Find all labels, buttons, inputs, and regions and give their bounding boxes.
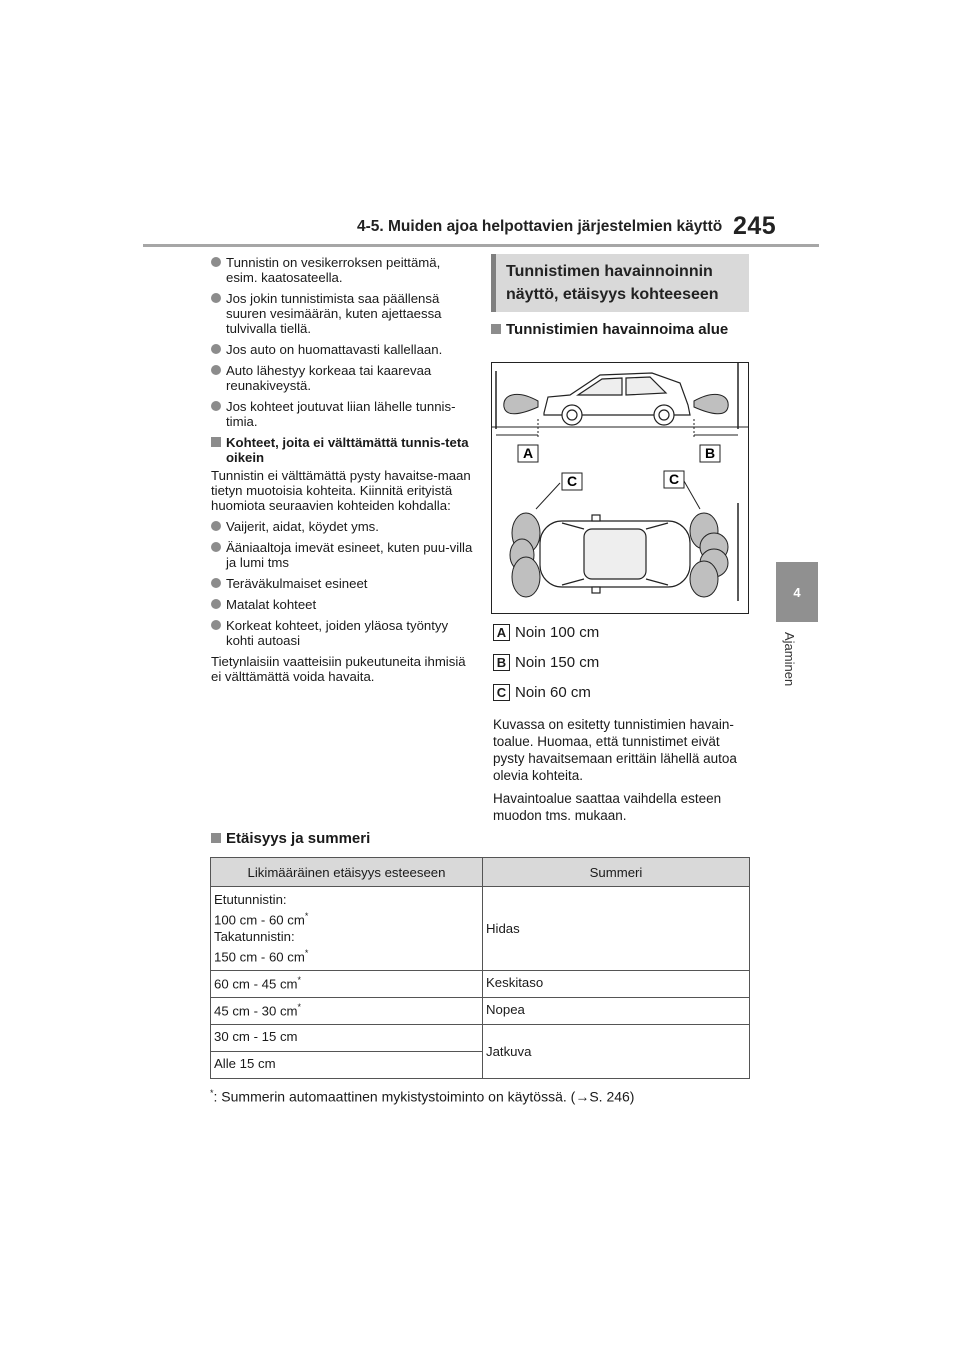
car-top-view-icon [540, 515, 690, 593]
legend-text-c: Noin 60 cm [515, 684, 591, 701]
subheading-detection-area: Tunnistimien havainnoima alue [491, 321, 728, 338]
diagram-label-a: A [522, 445, 534, 461]
table-cell: 45 cm - 30 cm* [211, 998, 483, 1025]
legend-key-b: B [493, 654, 510, 671]
bullet-item: Matalat kohteet [211, 597, 473, 612]
car-sensor-illustration [492, 363, 748, 613]
diagram-label-c-left: C [566, 473, 578, 489]
bullet-item: Ääniaaltoja imevät esineet, kuten puu-villa ja lumi tms [211, 540, 473, 570]
sensor-range-diagram [491, 362, 749, 614]
table-cell: 60 cm - 45 cm* [211, 971, 483, 998]
note-paragraph: Kuvassa on esitetty tunnistimien havain-toalue. Huomaa, että tunnistimet eivät pysty havaitsemaan erittäin lähellä autoa olevia kohteita. [493, 717, 737, 783]
intro-paragraph: Tunnistin ei välttämättä pysty havaitse-maan tietyn muotoisia kohteita. Kiinnitä erityistä huomiota seuraavien kohteiden kohdalla: [211, 468, 471, 513]
bullet-item: Jos auto on huomattavasti kallellaan. [211, 342, 473, 357]
header-divider [143, 244, 819, 247]
table-row [211, 887, 750, 971]
chapter-tab: 4 [776, 562, 818, 622]
section-heading-box: Tunnistimen havainnoinnin näyttö, etäisyys kohteeseen [491, 254, 749, 312]
bullet-item: Teräväkulmaiset esineet [211, 576, 473, 591]
column-header-buzzer: Summeri [483, 858, 750, 887]
closing-paragraph: Tietynlaisiin vaatteisiin pukeutuneita ihmisiä ei välttämättä voida havaita. [211, 654, 466, 684]
subheading-distance-buzzer: Etäisyys ja summeri [211, 830, 370, 847]
table-row [211, 998, 750, 1025]
bullet-item: Jos jokin tunnistimista saa päällensä suuren vesimäärän, kuten ajettaessa tulvivalla tiellä. [211, 291, 473, 336]
legend-row-a [493, 624, 599, 641]
table-cell: Etutunnistin: 100 cm - 60 cm* Takatunnistin: 150 cm - 60 cm* [211, 887, 483, 971]
diagram-legend [493, 624, 599, 701]
bullet-item: Korkeat kohteet, joiden yläosa työntyy kohti autoasi [211, 618, 473, 648]
legend-text-b: Noin 150 cm [515, 654, 600, 671]
square-bullet-icon [211, 833, 221, 843]
legend-key-c: C [493, 684, 510, 701]
bullet-item: Tunnistin on vesikerroksen peittämä, esim. kaatosateella. [211, 255, 473, 285]
note-paragraph: Havaintoalue saattaa vaihdella esteen muodon tms. mukaan. [493, 791, 722, 823]
chapter-section-title: 4-5. Muiden ajoa helpottavien järjestelmien käyttö [357, 218, 723, 235]
table-cell: Jatkuva [483, 1025, 750, 1079]
chapter-side-label: Ajaminen [782, 632, 797, 687]
table-cell: Keskitaso [483, 971, 750, 998]
subheading-undetected-objects: Kohteet, joita ei välttämättä tunnis-teta oikein [211, 435, 473, 465]
bullet-item: Vaijerit, aidat, köydet yms. [211, 519, 473, 534]
legend-row-c [493, 684, 599, 701]
table-cell: Hidas [483, 887, 750, 971]
legend-text-a: Noin 100 cm [515, 624, 600, 641]
bullet-item: Auto lähestyy korkeaa tai kaarevaa reunakiveystä. [211, 363, 473, 393]
square-bullet-icon [491, 324, 501, 334]
table-cell: Nopea [483, 998, 750, 1025]
table-row [211, 971, 750, 998]
legend-row-b [493, 654, 599, 671]
diagram-label-b: B [704, 445, 716, 461]
bullet-item: Jos kohteet joutuvat liian lähelle tunnis-timia. [211, 399, 473, 429]
page-number: 245 [733, 212, 777, 240]
left-column [211, 255, 473, 690]
table-cell: Alle 15 cm [211, 1052, 483, 1079]
column-header-distance: Likimääräinen etäisyys esteeseen [211, 858, 483, 887]
table-row [211, 1025, 750, 1052]
distance-buzzer-table [210, 857, 750, 1079]
table-cell: 30 cm - 15 cm [211, 1025, 483, 1052]
table-header-row [211, 858, 750, 887]
diagram-label-c-right: C [668, 471, 680, 487]
car-side-view-icon [544, 373, 690, 425]
diagram-notes [493, 716, 751, 830]
legend-key-a: A [493, 624, 510, 641]
table-footnote: *: Summerin automaattinen mykistystoiminto on käytössä. (→S. 246) [210, 1088, 635, 1105]
